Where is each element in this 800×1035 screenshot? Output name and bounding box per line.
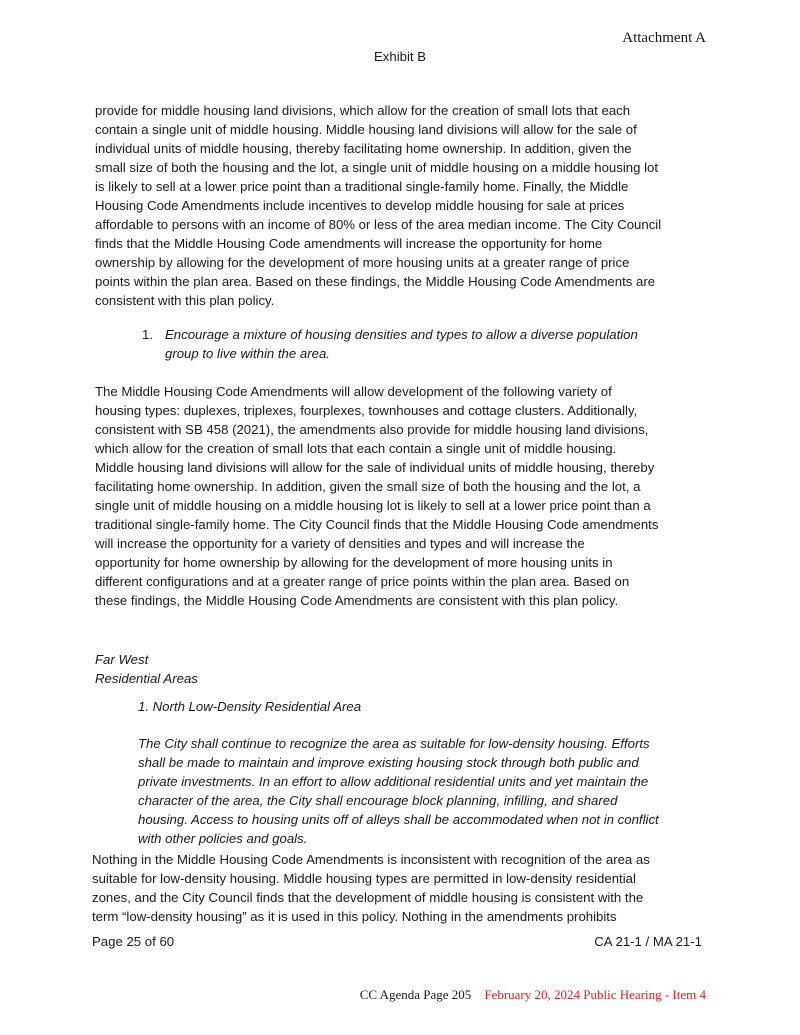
text-line: housing. Access to housing units off of alleys shall be accommodated when not in conflict — [138, 812, 659, 827]
text-line: Middle housing land divisions will allow for the sale of individual units of middle housing, thereby — [95, 460, 655, 475]
text-line: consistent with SB 458 (2021), the amendments also provide for middle housing land divisions, — [95, 422, 649, 437]
policy-heading: 1. North Low-Density Residential Area — [138, 699, 362, 714]
subarea-heading: Residential Areas — [95, 671, 198, 686]
text-line: Housing Code Amendments include incentives to develop middle housing for sale at prices — [95, 198, 625, 213]
text-line: The City shall continue to recognize the area as suitable for low-density housing. Efforts — [138, 736, 650, 751]
text-line: contain a single unit of middle housing. Middle housing land divisions will allow for the sale of — [95, 122, 637, 137]
agenda-page: CC Agenda Page 205 — [359, 987, 472, 1002]
text-line: finds that the Middle Housing Code amendments will increase the opportunity for home — [95, 236, 603, 251]
text-line: consistent with this plan policy. — [95, 293, 275, 308]
text-line: small size of both the housing and the lot, a single unit of middle housing on a middle housing lot — [95, 160, 659, 175]
text-line: will increase the opportunity for a variety of densities and types and will increase the — [95, 536, 585, 551]
text-line: provide for middle housing land divisions, which allow for the creation of small lots that each — [95, 103, 631, 118]
text-line: character of the area, the City shall encourage block planning, infilling, and shared — [138, 793, 618, 808]
area-heading: Far West — [95, 652, 149, 667]
hearing-info: February 20, 2024 Public Hearing - Item 4 — [484, 987, 706, 1002]
text-line: Nothing in the Middle Housing Code Amendments is inconsistent with recognition of the area as — [92, 852, 650, 867]
text-line: shall be made to maintain and improve existing housing stock through both public and — [138, 755, 639, 770]
exhibit-label: Exhibit B — [373, 49, 427, 64]
text-line: facilitating home ownership. In addition, given the small size of both the housing and the lot, a — [95, 479, 641, 494]
text-line: zones, and the City Council finds that the development of middle housing is consistent with the — [92, 890, 644, 905]
text-line: points within the plan area. Based on these findings, the Middle Housing Code Amendments are — [95, 274, 656, 289]
agenda-footer — [360, 987, 706, 1003]
text-line: suitable for low-density housing. Middle housing types are permitted in low-density residential — [92, 871, 636, 886]
page-number: Page 25 of 60 — [92, 934, 175, 949]
text-line: with other policies and goals. — [138, 831, 308, 846]
case-number: CA 21-1 / MA 21-1 — [594, 934, 702, 949]
text-line: Encourage a mixture of housing densities and types to allow a diverse population — [165, 327, 638, 342]
text-line: single unit of middle housing on a middle housing lot is likely to sell at a lower price point than a — [95, 498, 651, 513]
text-line: these findings, the Middle Housing Code Amendments are consistent with this plan policy. — [95, 593, 619, 608]
text-line: group to live within the area. — [165, 346, 330, 361]
text-line: affordable to persons with an income of 80% or less of the area median income. The City Council — [95, 217, 662, 232]
text-line: different configurations and at a greater range of price points within the plan area. Based on — [95, 574, 630, 589]
text-line: which allow for the creation of small lots that each contain a single unit of middle housing. — [95, 441, 617, 456]
text-line: term “low-density housing” as it is used in this policy. Nothing in the amendments prohibits — [92, 909, 617, 924]
text-line: ownership by allowing for the development of more housing units at a greater range of price — [95, 255, 630, 270]
attachment-label: Attachment A — [622, 30, 706, 46]
policy-number: 1. — [142, 327, 153, 342]
text-line: The Middle Housing Code Amendments will allow development of the following variety of — [95, 384, 612, 399]
text-line: is likely to sell at a lower price point than a traditional single-family home. Finally, the Middle — [95, 179, 629, 194]
text-line: individual units of middle housing, thereby facilitating home ownership. In addition, given the — [95, 141, 632, 156]
text-line: opportunity for home ownership by allowing for the development of more housing units in — [95, 555, 613, 570]
text-line: housing types: duplexes, triplexes, fourplexes, townhouses and cottage clusters. Additionally, — [95, 403, 638, 418]
text-line: private investments. In an effort to allow additional residential units and yet maintain the — [138, 774, 649, 789]
text-line: traditional single-family home. The City Council finds that the Middle Housing Code amendments — [95, 517, 659, 532]
